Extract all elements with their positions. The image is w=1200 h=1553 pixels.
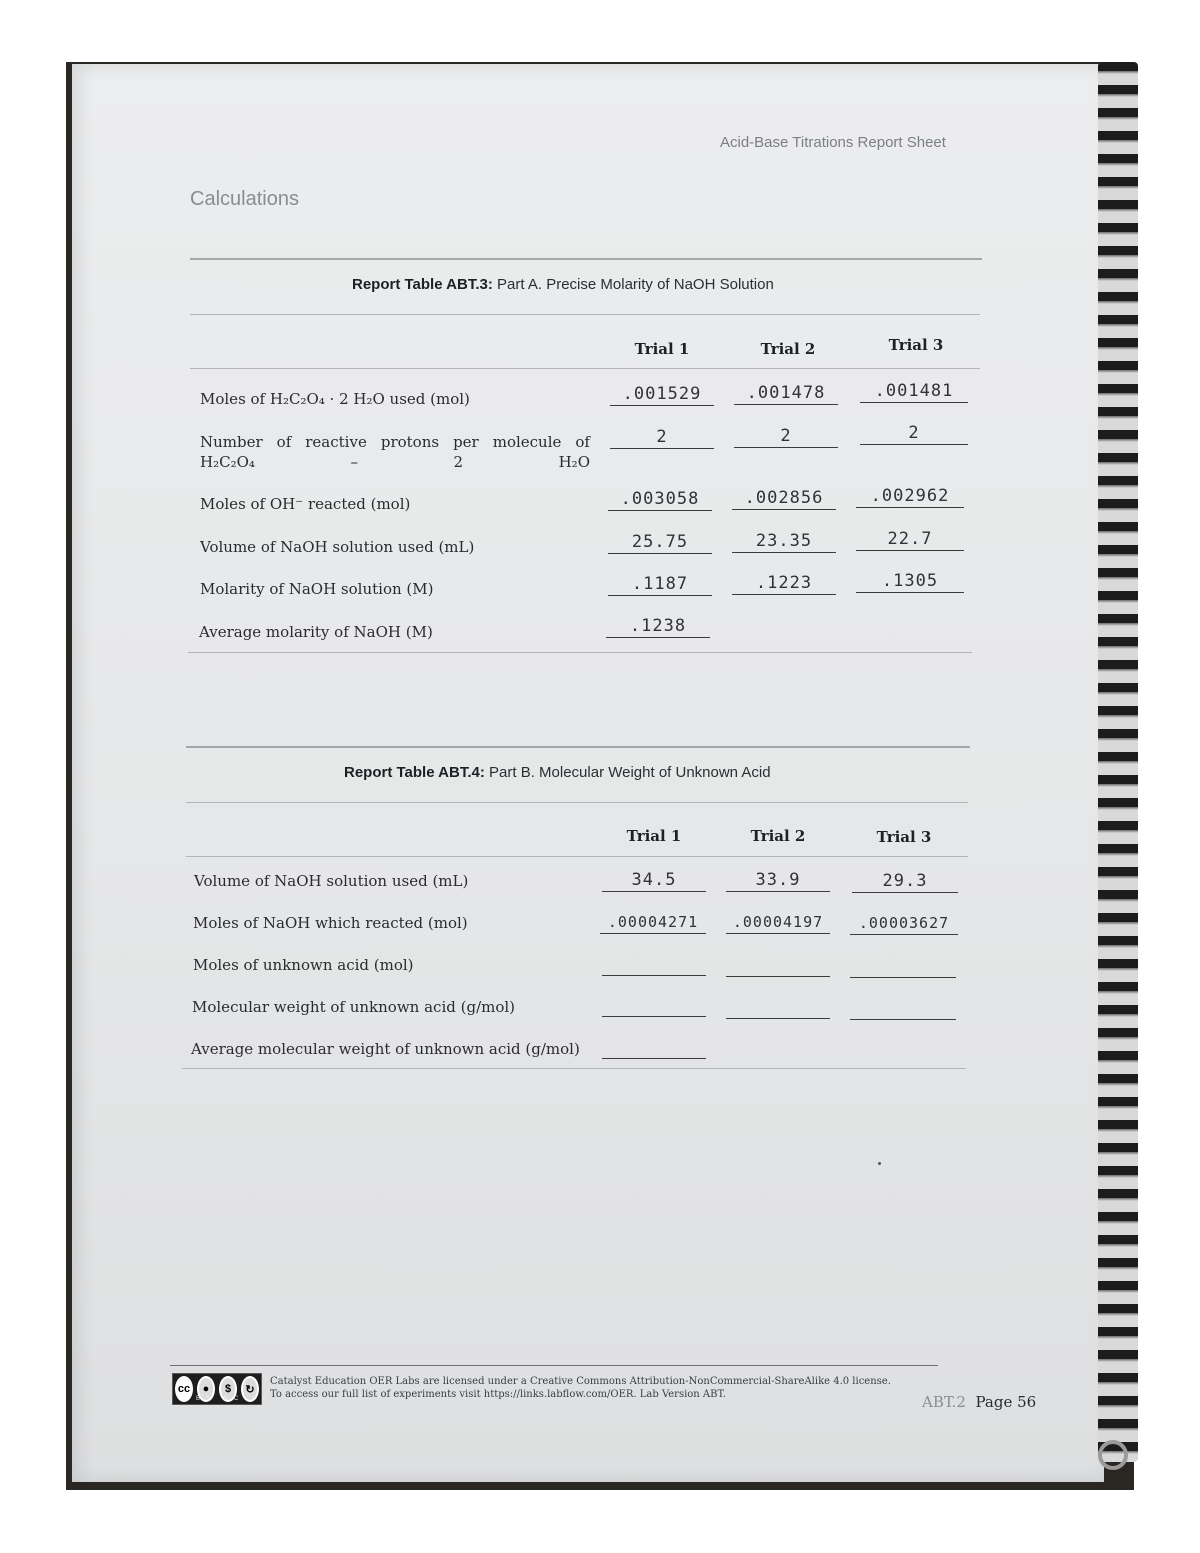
table3-cell[interactable]: .002856 [732, 487, 836, 510]
table4-caption: Report Table ABT.4: Part B. Molecular Weight of Unknown Acid [344, 764, 771, 781]
table3-top-rule [190, 258, 982, 260]
table3-cell[interactable]: .1187 [608, 573, 712, 596]
table4-cell[interactable] [726, 996, 830, 1019]
table3-cell[interactable]: .002962 [856, 485, 964, 508]
table3-cell[interactable]: 2 [860, 422, 968, 445]
table4-col-trial2: Trial 2 [750, 827, 806, 845]
spiral-end-coil [1098, 1440, 1128, 1470]
table4-row-label: Volume of NaOH solution used (mL) [194, 872, 469, 890]
table4-top-rule [186, 746, 970, 748]
table3-row-label: Molarity of NaOH solution (M) [200, 580, 434, 598]
running-header: Acid-Base Titrations Report Sheet [720, 134, 946, 151]
table3-cell[interactable]: .001529 [610, 383, 714, 406]
table3-row-label: Number of reactive protons per molecule of H₂C₂O₄ – 2 H₂O [200, 433, 590, 471]
table3-average-cell[interactable]: .1238 [606, 615, 710, 638]
table4-row-label: Average molecular weight of unknown acid (g/mol) [191, 1040, 580, 1058]
paper-speck [878, 1162, 881, 1165]
page-label: ABT.2 Page 56 [922, 1393, 1037, 1411]
table4-row-label: Molecular weight of unknown acid (g/mol) [192, 998, 516, 1016]
table3-row-label: Moles of H₂C₂O₄ · 2 H₂O used (mol) [200, 390, 470, 408]
license-text: Catalyst Education OER Labs are licensed under a Creative Commons Attribution-NonCommercial-ShareAlike 4.0 license. To access our full list of experiments visit https://links.labflow.com/OER. Lab Version ABT. [270, 1376, 891, 1400]
table4-cell[interactable]: .00003627 [850, 912, 958, 935]
table3-row-label: Volume of NaOH solution used (mL) [200, 538, 475, 556]
table4-cell[interactable] [602, 953, 706, 976]
table3-col-trial3: Trial 3 [888, 336, 944, 354]
sa-icon: ↻ [241, 1376, 259, 1402]
table4-cell[interactable] [850, 955, 956, 978]
table4-cell[interactable]: 34.5 [602, 869, 706, 892]
table4-caption-rule [186, 802, 968, 803]
table3-cell[interactable]: 2 [734, 425, 838, 448]
table4-cell[interactable] [726, 954, 830, 977]
table3-col-trial1: Trial 1 [634, 340, 690, 358]
table4-row-label: Moles of unknown acid (mol) [193, 956, 414, 974]
table3-cell[interactable]: 2 [610, 426, 714, 449]
table3-caption: Report Table ABT.3: Part A. Precise Molarity of NaOH Solution [352, 276, 774, 293]
table4-col-trial3: Trial 3 [876, 828, 932, 846]
footer-rule [170, 1365, 938, 1366]
by-icon: ● [197, 1376, 215, 1402]
table4-cell[interactable]: 29.3 [852, 870, 958, 893]
table3-cell[interactable]: .1223 [732, 572, 836, 595]
table3-cell[interactable]: .001481 [860, 380, 968, 403]
table3-caption-rule [190, 314, 980, 315]
table4-row-label: Moles of NaOH which reacted (mol) [193, 914, 468, 932]
table4-header-rule [186, 856, 968, 857]
table4-cell[interactable]: .00004271 [600, 911, 706, 934]
table3-cell[interactable]: .1305 [856, 570, 964, 593]
table4-average-cell[interactable] [602, 1036, 706, 1059]
table3-header-rule [190, 368, 980, 369]
table4-cell[interactable] [602, 994, 706, 1017]
table3-cell[interactable]: .001478 [734, 382, 838, 405]
table3-cell[interactable]: 25.75 [608, 531, 712, 554]
table4-cell[interactable]: .00004197 [726, 911, 830, 934]
nc-icon: $ [219, 1376, 237, 1402]
table3-row-label: Average molarity of NaOH (M) [199, 623, 433, 641]
table4-cell[interactable] [850, 997, 956, 1020]
table3-cell[interactable]: .003058 [608, 488, 712, 511]
table3-cell[interactable]: 23.35 [732, 530, 836, 553]
table4-bottom-rule [182, 1068, 966, 1069]
table3-col-trial2: Trial 2 [760, 340, 816, 358]
cc-badge-letters: BY NC SA [196, 1396, 272, 1402]
table3-cell[interactable]: 22.7 [856, 528, 964, 551]
section-title: Calculations [190, 188, 299, 210]
spiral-binding [1098, 62, 1138, 1462]
table4-col-trial1: Trial 1 [626, 827, 682, 845]
table4-cell[interactable]: 33.9 [726, 869, 830, 892]
table3-bottom-rule [188, 652, 972, 653]
table3-row-label: Moles of OH⁻ reacted (mol) [200, 495, 411, 513]
cc-icon: cc [175, 1376, 193, 1402]
